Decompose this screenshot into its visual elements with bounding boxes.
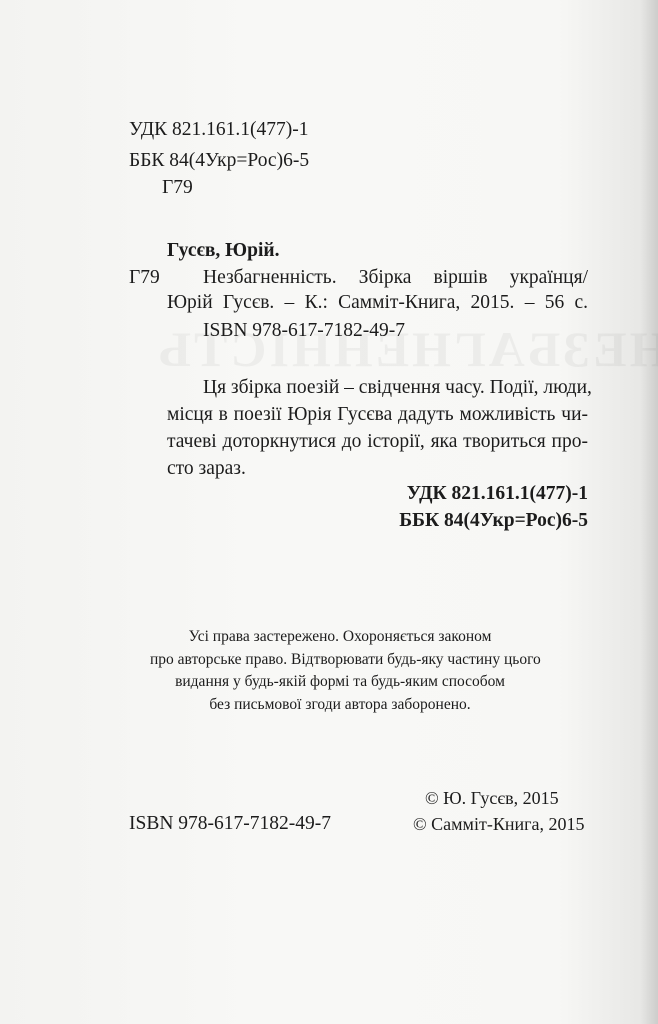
entry-isbn: ISBN 978-617-7182-49-7 xyxy=(203,320,406,341)
rights-line2: про авторське право. Відтворювати будь-яку частину цього xyxy=(150,651,541,668)
footer-isbn: ISBN 978-617-7182-49-7 xyxy=(129,813,332,834)
author-mark: Г79 xyxy=(162,177,193,198)
entry-mark: Г79 xyxy=(129,267,160,288)
copyright-author: © Ю. Гусєв, 2015 xyxy=(425,788,559,808)
annotation-line1: Ця збірка поезій – свідчення часу. Події, люди, xyxy=(203,377,592,398)
annotation-line2: місця в поезії Юрія Гусєва дадуть можливість чи- xyxy=(167,404,588,425)
bbk-code-bold: ББК 84(4Укр=Рос)6-5 xyxy=(399,510,588,531)
copyright-publisher: © Самміт-Книга, 2015 xyxy=(413,814,585,834)
bbk-code: ББК 84(4Укр=Рос)6-5 xyxy=(129,150,310,171)
book-title-line2: Юрій Гусєв. – К.: Самміт-Книга, 2015. – 56 с. xyxy=(167,292,588,313)
rights-line1: Усі права застережено. Охороняється законом xyxy=(188,628,492,645)
rights-line4: без письмової згоди автора заборонено. xyxy=(209,696,471,713)
annotation-line4: сто зараз. xyxy=(167,458,246,479)
book-title-line1: Незбагненність. Збірка віршів українця/ xyxy=(203,267,588,288)
udk-code-bold: УДК 821.161.1(477)-1 xyxy=(406,483,588,504)
annotation-line3: тачеві доторкнутися до історії, яка твориться про- xyxy=(167,431,588,452)
author-name: Гусєв, Юрій. xyxy=(167,240,280,261)
rights-line3: видання у будь-якій формі та будь-яким способом xyxy=(175,673,505,690)
udk-code: УДК 821.161.1(477)-1 xyxy=(129,119,309,140)
